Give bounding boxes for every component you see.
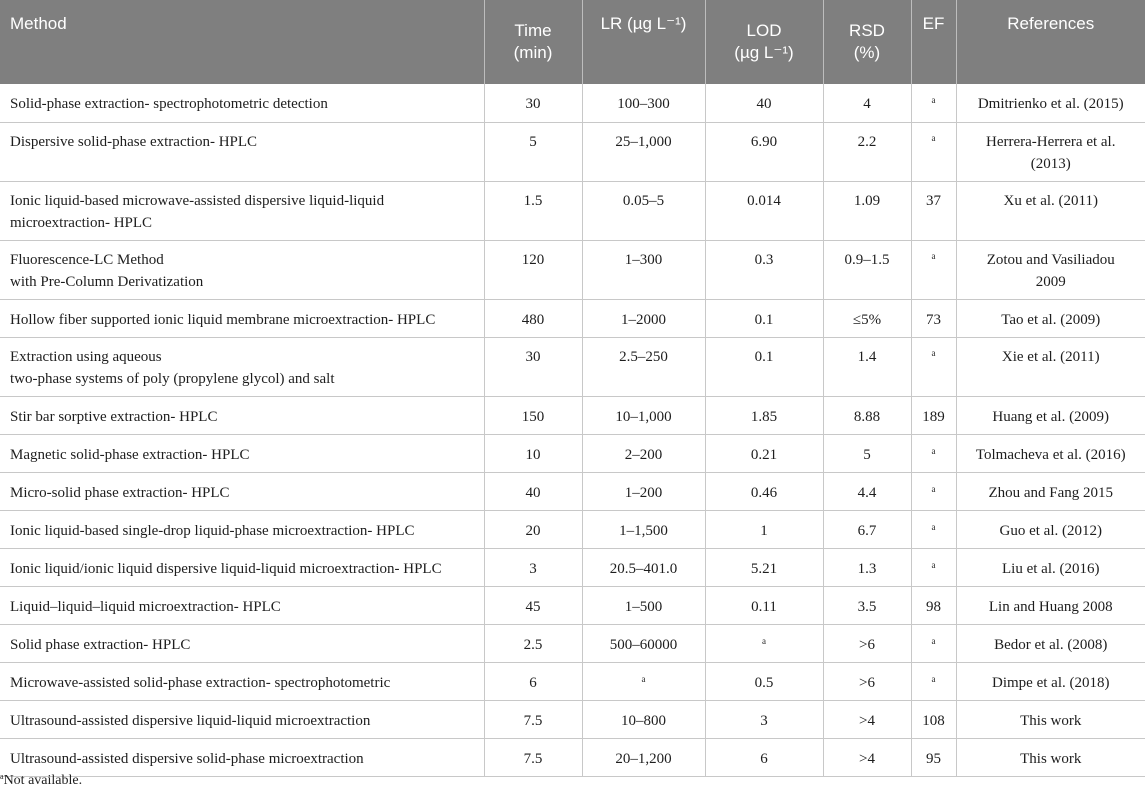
table-body <box>0 84 1145 776</box>
cell-time-value: 2.5 <box>523 636 543 653</box>
cell-rsd-value: 6.7 <box>857 522 877 539</box>
cell-rsd <box>823 434 911 472</box>
cell-lod <box>705 396 823 434</box>
cell-lod-value: 6 <box>760 750 768 767</box>
cell-lod-value: 5.21 <box>750 560 778 577</box>
cell-rsd-value: 0.9–1.5 <box>844 251 890 268</box>
cell-time <box>484 240 582 299</box>
cell-method <box>0 396 484 434</box>
cell-lod <box>705 434 823 472</box>
cell-time-value: 30 <box>525 348 541 365</box>
cell-lod <box>705 84 823 122</box>
cell-lod-value: 0.3 <box>754 251 774 268</box>
cell-time-value: 10 <box>525 446 541 463</box>
cell-ef <box>911 240 956 299</box>
cell-reference <box>956 299 1145 337</box>
table-row <box>0 472 1145 510</box>
cell-rsd-value: 1.3 <box>857 560 877 577</box>
cell-lr <box>582 122 705 181</box>
table-row <box>0 337 1145 396</box>
cell-method-line: Ionic liquid/ionic liquid dispersive liquid-liquid microextraction- HPLC <box>10 560 442 577</box>
cell-time-value: 40 <box>525 484 541 501</box>
cell-lr <box>582 299 705 337</box>
cell-method-line: Magnetic solid-phase extraction- HPLC <box>10 446 250 463</box>
cell-reference-line: (2013) <box>1030 155 1071 172</box>
table-row <box>0 548 1145 586</box>
table-row <box>0 700 1145 738</box>
cell-method <box>0 299 484 337</box>
cell-reference-line: Xie et al. (2011) <box>1001 348 1100 365</box>
cell-time-value: 480 <box>521 311 545 328</box>
cell-lod <box>705 624 823 662</box>
cell-lod <box>705 181 823 240</box>
cell-rsd-value: 4.4 <box>857 484 877 501</box>
cell-ef <box>911 84 956 122</box>
cell-lr <box>582 181 705 240</box>
cell-rsd-value: 5 <box>863 446 871 463</box>
cell-ef <box>911 472 956 510</box>
cell-lr <box>582 624 705 662</box>
cell-method <box>0 472 484 510</box>
cell-reference-line: Tao et al. (2009) <box>1001 311 1101 328</box>
cell-lr-value: 20.5–401.0 <box>609 560 678 577</box>
cell-lr-value: 1–2000 <box>621 311 666 328</box>
cell-rsd <box>823 181 911 240</box>
cell-lod <box>705 122 823 181</box>
cell-method-line: Ionic liquid-based microwave-assisted dispersive liquid-liquid <box>10 192 385 209</box>
header-method: Method <box>0 0 484 84</box>
cell-rsd <box>823 738 911 776</box>
cell-ef <box>911 181 956 240</box>
cell-lr <box>582 472 705 510</box>
cell-lod-value: 0.1 <box>754 311 774 328</box>
cell-ef <box>911 586 956 624</box>
table-row <box>0 396 1145 434</box>
not-available-mark: a <box>931 95 936 105</box>
cell-time <box>484 472 582 510</box>
table-row <box>0 434 1145 472</box>
table-row <box>0 586 1145 624</box>
cell-reference <box>956 624 1145 662</box>
cell-rsd <box>823 586 911 624</box>
cell-time-value: 1.5 <box>523 192 543 209</box>
cell-lr-value: 100–300 <box>617 96 670 112</box>
cell-lod <box>705 738 823 776</box>
cell-lr <box>582 510 705 548</box>
cell-lod-value: 6.90 <box>750 133 778 150</box>
cell-ef <box>911 434 956 472</box>
cell-lr <box>582 84 705 122</box>
cell-reference-line: This work <box>1020 712 1082 729</box>
cell-lr-value: 1–500 <box>624 598 663 615</box>
cell-method <box>0 122 484 181</box>
cell-reference-line: Tolmacheva et al. (2016) <box>975 446 1126 463</box>
cell-lr <box>582 586 705 624</box>
cell-time <box>484 122 582 181</box>
cell-method <box>0 510 484 548</box>
cell-lr-value: 2.5–250 <box>619 348 668 365</box>
table-row <box>0 240 1145 299</box>
cell-reference <box>956 84 1145 122</box>
cell-method-line: Dispersive solid-phase extraction- HPLC <box>10 133 258 150</box>
cell-method <box>0 337 484 396</box>
cell-rsd-value: >4 <box>859 712 875 729</box>
not-available-mark: a <box>641 673 646 684</box>
not-available-mark: a <box>931 347 936 358</box>
cell-reference <box>956 337 1145 396</box>
cell-rsd <box>823 240 911 299</box>
cell-method-line: Ultrasound-assisted dispersive solid-phase microextraction <box>10 750 364 767</box>
cell-time-value: 20 <box>525 522 541 539</box>
cell-time-value: 30 <box>525 96 541 112</box>
cell-lr-value: 10–800 <box>621 712 666 729</box>
cell-lr <box>582 548 705 586</box>
cell-ef <box>911 122 956 181</box>
cell-time-value: 45 <box>525 598 541 615</box>
cell-rsd-value: 3.5 <box>857 598 877 615</box>
cell-lr-value: 500–60000 <box>609 636 678 653</box>
not-available-mark: a <box>931 483 936 494</box>
cell-time <box>484 396 582 434</box>
cell-lod <box>705 472 823 510</box>
cell-method <box>0 586 484 624</box>
cell-rsd <box>823 396 911 434</box>
cell-method <box>0 84 484 122</box>
cell-method <box>0 624 484 662</box>
cell-reference-line: Huang et al. (2009) <box>992 408 1110 425</box>
cell-reference-line: Herrera-Herrera et al. <box>986 133 1116 150</box>
cell-method-line: Extraction using aqueous <box>10 348 162 365</box>
table-footnote <box>0 773 82 789</box>
cell-rsd-value: >6 <box>859 636 875 653</box>
cell-rsd <box>823 84 911 122</box>
cell-time <box>484 662 582 700</box>
table-row <box>0 510 1145 548</box>
cell-time-value: 120 <box>521 251 545 268</box>
cell-method-line: Solid phase extraction- HPLC <box>10 636 191 653</box>
cell-method <box>0 434 484 472</box>
cell-lr <box>582 700 705 738</box>
cell-time-value: 3 <box>529 560 537 577</box>
not-available-mark: a <box>931 559 936 570</box>
cell-lr-value: 10–1,000 <box>615 408 672 425</box>
cell-rsd <box>823 548 911 586</box>
footnote-mark: a <box>0 772 4 781</box>
header-ef: EF <box>911 0 956 84</box>
cell-method <box>0 662 484 700</box>
cell-lod-value: 40 <box>756 96 772 112</box>
cell-rsd <box>823 662 911 700</box>
cell-ef-value: 108 <box>922 712 945 729</box>
cell-lod-value: 1.85 <box>750 408 778 425</box>
cell-time <box>484 510 582 548</box>
cell-time <box>484 337 582 396</box>
cell-ef-value: 98 <box>926 598 941 615</box>
header-row <box>0 0 1145 84</box>
cell-reference <box>956 181 1145 240</box>
not-available-mark: a <box>931 673 936 684</box>
cell-lr <box>582 240 705 299</box>
cell-lod-value: 0.5 <box>754 674 774 691</box>
cell-rsd <box>823 299 911 337</box>
cell-lod-value: 0.11 <box>751 598 777 615</box>
cell-lod-value: 0.1 <box>754 348 774 365</box>
cell-rsd <box>823 700 911 738</box>
cell-rsd-value: 2.2 <box>857 133 877 150</box>
cell-method <box>0 548 484 586</box>
cell-reference <box>956 240 1145 299</box>
header-lr: LR (µg L⁻¹) <box>582 0 705 84</box>
cell-time <box>484 434 582 472</box>
cell-lod-value: 0.014 <box>747 192 781 209</box>
cell-lr <box>582 337 705 396</box>
table-row <box>0 299 1145 337</box>
cell-rsd <box>823 624 911 662</box>
cell-time <box>484 586 582 624</box>
cell-ef <box>911 662 956 700</box>
cell-time-value: 5 <box>529 133 537 150</box>
cell-method-line: Stir bar sorptive extraction- HPLC <box>10 408 218 425</box>
cell-reference-line: Dimpe et al. (2018) <box>992 674 1110 691</box>
cell-reference-line: Lin and Huang 2008 <box>988 598 1113 615</box>
cell-rsd-value: >6 <box>859 674 875 691</box>
cell-lod <box>705 299 823 337</box>
cell-lod-value: 3 <box>760 712 768 729</box>
cell-lr <box>582 662 705 700</box>
cell-lod <box>705 510 823 548</box>
cell-time-value: 7.5 <box>523 712 543 729</box>
cell-lr-value: 1–300 <box>624 251 663 268</box>
header-references: References <box>956 0 1145 84</box>
cell-time-value: 150 <box>521 408 545 425</box>
not-available-mark: a <box>762 635 766 646</box>
cell-method-line: Liquid–liquid–liquid microextraction- HPLC <box>10 598 281 615</box>
table-row <box>0 738 1145 776</box>
cell-rsd <box>823 122 911 181</box>
cell-reference-line: Bedor et al. (2008) <box>994 636 1108 653</box>
cell-lr-value: 1–1,500 <box>619 522 668 539</box>
cell-method-line: two-phase systems of poly (propylene glycol) and salt <box>10 370 335 387</box>
cell-ef <box>911 738 956 776</box>
cell-method-line: microextraction- HPLC <box>10 214 153 231</box>
cell-lod-value: 0.46 <box>750 484 778 501</box>
cell-ef <box>911 624 956 662</box>
cell-time <box>484 624 582 662</box>
cell-reference-line: This work <box>1020 750 1082 767</box>
cell-rsd <box>823 337 911 396</box>
cell-ef <box>911 299 956 337</box>
cell-lod <box>705 700 823 738</box>
cell-method-line: Microwave-assisted solid-phase extraction- spectrophotometric <box>10 674 391 691</box>
cell-time <box>484 548 582 586</box>
cell-reference <box>956 472 1145 510</box>
cell-reference <box>956 122 1145 181</box>
not-available-mark: a <box>931 521 936 532</box>
cell-time <box>484 700 582 738</box>
cell-lod-value: 0.21 <box>750 446 778 463</box>
table-row <box>0 624 1145 662</box>
cell-rsd-value: >4 <box>859 750 875 767</box>
cell-method-line: Ionic liquid-based single-drop liquid-phase microextraction- HPLC <box>10 522 415 539</box>
cell-reference-line: 2009 <box>1035 273 1066 290</box>
cell-time-value: 7.5 <box>523 750 543 767</box>
cell-lr <box>582 738 705 776</box>
cell-ef-value: 73 <box>926 311 941 328</box>
header-rsd: RSD (%) <box>823 0 911 84</box>
cell-lr-value: 2–200 <box>624 446 663 463</box>
not-available-mark: a <box>931 635 936 646</box>
cell-rsd <box>823 472 911 510</box>
cell-method-line: Micro-solid phase extraction- HPLC <box>10 484 230 501</box>
header-time: Time (min) <box>484 0 582 84</box>
cell-method-line: Fluorescence-LC Method <box>10 251 164 268</box>
cell-method-line: Solid-phase extraction- spectrophotometric detection <box>10 96 328 112</box>
cell-ef <box>911 337 956 396</box>
cell-reference <box>956 434 1145 472</box>
cell-rsd-value: 4 <box>863 96 871 112</box>
cell-rsd-value: 8.88 <box>853 408 881 425</box>
cell-ef <box>911 548 956 586</box>
cell-time-value: 6 <box>529 674 537 691</box>
not-available-mark: a <box>931 132 936 143</box>
cell-reference-line: Zhou and Fang 2015 <box>988 484 1114 501</box>
cell-method <box>0 181 484 240</box>
cell-lr-value: 20–1,200 <box>615 750 672 767</box>
table-row <box>0 122 1145 181</box>
cell-lod <box>705 586 823 624</box>
cell-lod <box>705 240 823 299</box>
header-lod: LOD (µg L⁻¹) <box>705 0 823 84</box>
cell-method <box>0 240 484 299</box>
cell-ef-value: 189 <box>922 408 945 425</box>
cell-ef <box>911 396 956 434</box>
cell-time <box>484 84 582 122</box>
not-available-mark: a <box>931 250 936 261</box>
cell-lr-value: 0.05–5 <box>622 192 665 209</box>
cell-rsd-value: 1.4 <box>857 348 877 365</box>
cell-lr <box>582 434 705 472</box>
cell-lr-value: 25–1,000 <box>615 133 672 150</box>
cell-reference <box>956 586 1145 624</box>
cell-method <box>0 738 484 776</box>
table-row <box>0 662 1145 700</box>
cell-reference <box>956 396 1145 434</box>
cell-ef-value: 37 <box>926 192 941 209</box>
cell-reference-line: Dmitrienko et al. (2015) <box>977 96 1124 112</box>
cell-rsd-value: ≤5% <box>852 311 882 328</box>
cell-time <box>484 299 582 337</box>
cell-lod <box>705 548 823 586</box>
cell-method-line: Ultrasound-assisted dispersive liquid-liquid microextraction <box>10 712 371 729</box>
cell-rsd-value: 1.09 <box>853 192 881 209</box>
cell-method-line: with Pre-Column Derivatization <box>10 273 204 290</box>
table-row <box>0 181 1145 240</box>
cell-lod-value: 1 <box>760 522 768 539</box>
cell-time <box>484 738 582 776</box>
cell-reference-line: Liu et al. (2016) <box>1002 560 1100 577</box>
cell-lr <box>582 396 705 434</box>
cell-reference <box>956 700 1145 738</box>
cell-reference <box>956 548 1145 586</box>
cell-rsd <box>823 510 911 548</box>
cell-method-line: Hollow fiber supported ionic liquid membrane microextraction- HPLC <box>10 311 436 328</box>
table-row <box>0 84 1145 122</box>
cell-reference-line: Guo et al. (2012) <box>999 522 1102 539</box>
cell-time <box>484 181 582 240</box>
cell-ef <box>911 700 956 738</box>
cell-ef <box>911 510 956 548</box>
cell-reference-line: Zotou and Vasiliadou <box>986 251 1115 268</box>
cell-reference <box>956 738 1145 776</box>
cell-method <box>0 700 484 738</box>
cell-lr-value: 1–200 <box>624 484 663 501</box>
cell-reference <box>956 662 1145 700</box>
cell-reference <box>956 510 1145 548</box>
cell-lod <box>705 662 823 700</box>
footnote-text: Not available. <box>3 773 83 788</box>
cell-ef-value: 95 <box>926 750 941 767</box>
not-available-mark: a <box>931 445 936 456</box>
cell-lod <box>705 337 823 396</box>
cell-reference-line: Xu et al. (2011) <box>1003 192 1098 209</box>
